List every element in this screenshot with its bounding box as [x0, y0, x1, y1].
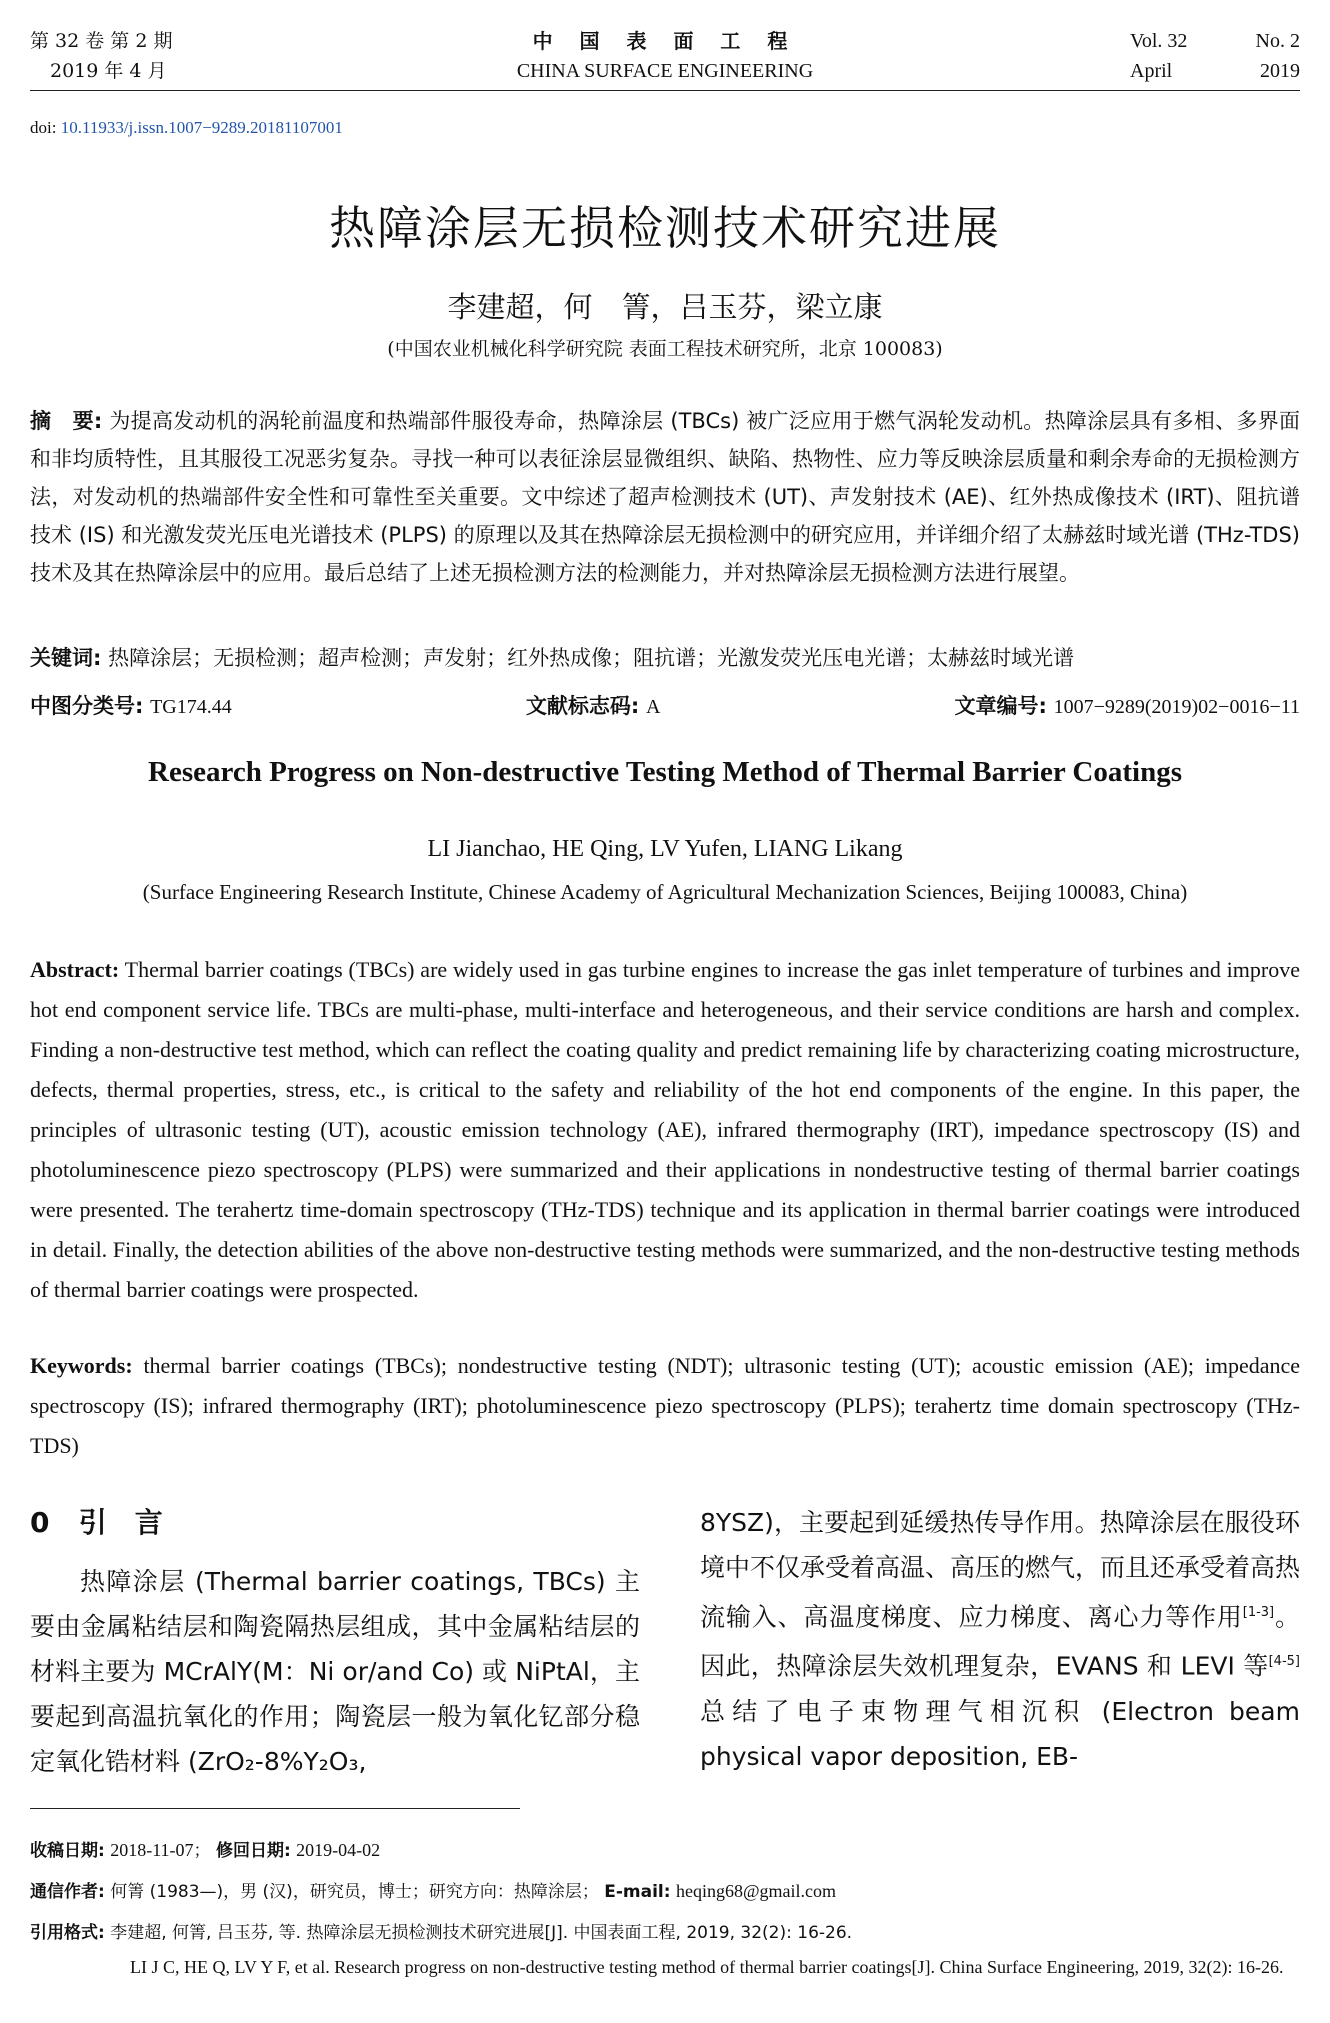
paper-title-en: Research Progress on Non-destructive Testing Method of Thermal Barrier Coatings — [148, 756, 1182, 788]
journal-name-cn: 中 国 表 面 工 程 — [532, 29, 798, 53]
abstract-cn-text: 为提高发动机的涡轮前温度和热端部件服役寿命，热障涂层 (TBCs) 被广泛应用于燃气涡轮发动机。热障涂层具有多相、多界面和非均质特性，且其服役工况恶劣复杂。寻找一种可以表征涂层显微组织、缺陷、热物性、应力等反映涂层质量和剩余寿命的无损检测方法，对发动机的热端部件安全性和可靠性至关重要。文中综述了超声检测技术 (UT)、声发射技术 (AE)、红外热成像技术 (IRT)、阻抗谱技术 (IS) 和光激发荧光压电光谱技术 (PLPS) 的原理以及其在热障涂层无损检测中的研究应用，并详细介绍了太赫兹时域光谱 (THz-TDS) 技术及其在热障涂层中的应用。最后总结了上述无损检测方法的检测能力，并对热障涂层无损检测方法进行展望。 — [30, 409, 1301, 585]
abstract-en-text: Thermal barrier coatings (TBCs) are widely used in gas turbine engines to increase the gas inlet temperature of turbines and improve hot end component service life. TBCs are multi-phase, multi-interface and heterogeneous, and their service conditions are harsh and complex. Finding a non-destructive test method, which can reflect the coating quality and predict remaining life by characterizing coating microstructure, defects, thermal properties, stress, etc., is critical to the safety and reliability of the hot end components of the engine. In this paper, the principles of ultrasonic testing (UT), acoustic emission technology (AE), infrared thermography (IRT), impedance spectroscopy (IS) and photoluminescence piezo spectroscopy (PLPS) were summarized and their applications in nondestructive testing of thermal barrier coatings were presented. The terahertz time-domain spectroscopy (THz-TDS) technique and its application in thermal barrier coatings were introduced in detail. Finally, the detection abilities of the above non-destructive testing methods were summarized, and the non-destructive testing methods of thermal barrier coatings were prospected. — [30, 957, 1301, 1302]
doi-label: doi: — [30, 118, 57, 137]
clc-number — [30, 690, 232, 720]
body-paragraph-left: 热障涂层 (Thermal barrier coatings, TBCs) 主要由金属粘结层和陶瓷隔热层组成，其中金属粘结层的材料主要为 MCrAlY(M：Ni or/and Co) 或 NiPtAl，主要起到高温抗氧化的作用；陶瓷层一般为氧化钇部分稳定氧化锆材料 (ZrO₂-8%Y₂O₃, — [30, 1567, 640, 1776]
volume-en: Vol. 32 — [1130, 30, 1188, 52]
doi-line — [30, 118, 343, 138]
citation-ref-2[interactable]: [4-5] — [1268, 1654, 1300, 1670]
footnote-divider — [30, 1808, 520, 1809]
month-en: April — [1130, 60, 1173, 82]
keywords-en-label: Keywords: — [30, 1353, 133, 1378]
affiliation-cn: (中国农业机械化科学研究院 表面工程技术研究所，北京 100083) — [387, 338, 943, 360]
keywords-cn-text: 热障涂层；无损检测；超声检测；声发射；红外热成像；阻抗谱；光激发荧光压电光谱；太赫兹时域光谱 — [108, 646, 1075, 670]
authors-en: LI Jianchao, HE Qing, LV Yufen, LIANG Likang — [427, 836, 903, 862]
running-header — [30, 26, 1300, 91]
doccode-value: A — [645, 696, 661, 718]
abstract-en-label: Abstract: — [30, 957, 120, 982]
abstract-cn-label: 摘 要: — [30, 409, 103, 433]
abstract-cn — [30, 402, 1300, 592]
article-value: 1007−9289(2019)02−0016−11 — [1053, 696, 1300, 718]
revised-value: 2019-04-02 — [296, 1840, 381, 1860]
section-number: 0 — [30, 1506, 50, 1539]
section-heading — [30, 1500, 640, 1545]
keywords-cn — [30, 642, 1300, 672]
paper-title-cn: 热障涂层无损检测技术研究进展 — [329, 201, 1001, 255]
footnote-dates: 收稿日期: 2018-11-07； 修回日期: 2019-04-02 — [30, 1840, 381, 1861]
body-column-left — [30, 1500, 640, 1784]
keywords-en — [30, 1346, 1300, 1466]
corresponding-label: 通信作者: — [30, 1882, 105, 1902]
journal-name-en: CHINA SURFACE ENGINEERING — [516, 60, 814, 82]
article-label: 文章编号: — [954, 694, 1047, 718]
email-value[interactable]: heqing68@gmail.com — [675, 1881, 837, 1901]
body-text-right-3: 总结了电子束物理气相沉积 (Electron beam physical vapor deposition, EB- — [700, 1696, 1300, 1771]
footnote-corresponding — [30, 1877, 1300, 1902]
citation-cn: 李建超, 何箐, 吕玉芬, 等. 热障涂层无损检测技术研究进展[J]. 中国表面工程, 2019, 32(2): 16-26. — [110, 1923, 853, 1943]
volume-issue-cn: 第 32 卷 第 2 期 — [30, 30, 173, 52]
citation-label: 引用格式: — [30, 1923, 105, 1943]
keywords-en-text: thermal barrier coatings (TBCs); nondestructive testing (NDT); ultrasonic testing (UT); acoustic emission (AE); impedance spectroscopy (IS); infrared thermography (IRT); photoluminescence piezo spectroscopy (PLPS); terahertz time domain spectroscopy (THz-TDS) — [30, 1353, 1301, 1458]
clc-value: TG174.44 — [150, 696, 232, 718]
section-title: 引 言 — [78, 1506, 163, 1539]
header-right — [1130, 26, 1300, 86]
citation-en: LI J C, HE Q, LV Y F, et al. Research progress on non-destructive testing method of thermal barrier coatings[J]. China Surface Engineering, 2019, 32(2): 16-26. — [130, 1957, 1284, 1977]
body-column-right — [700, 1500, 1300, 1779]
classification-row — [30, 690, 1300, 720]
email-label: E-mail: — [604, 1882, 671, 1902]
received-value: 2018-11-07 — [110, 1840, 194, 1860]
citation-ref-1[interactable]: [1-3] — [1242, 1605, 1275, 1620]
keywords-cn-label: 关键词: — [30, 646, 102, 670]
doccode-label: 文献标志码: — [525, 694, 640, 718]
abstract-en — [30, 950, 1300, 1310]
doi-link[interactable]: 10.11933/j.issn.1007−9289.20181107001 — [60, 118, 343, 137]
affiliation-en: (Surface Engineering Research Institute, Chinese Academy of Agricultural Mechanization Sciences, Beijing 100083, China) — [142, 880, 1188, 904]
revised-label: 修回日期: — [215, 1841, 291, 1861]
corresponding-value: 何箐 (1983—)，男 (汉)，研究员，博士；研究方向：热障涂层； — [110, 1882, 599, 1902]
clc-label: 中图分类号: — [30, 694, 144, 718]
number-en: No. 2 — [1255, 30, 1300, 52]
body-text-right-1: 8YSZ)，主要起到延缓热传导作用。热障涂层在服役环境中不仅承受着高温、高压的燃气，而且还承受着高热流输入、高温度梯度、应力梯度、离心力等作用 — [700, 1508, 1301, 1632]
date-cn: 2019 年 4 月 — [50, 60, 167, 82]
year-en: 2019 — [1260, 60, 1300, 82]
document-code — [526, 690, 661, 720]
received-label: 收稿日期: — [30, 1841, 105, 1861]
footnote-citation — [30, 1916, 1300, 1984]
journal-name — [30, 26, 1300, 86]
body-text-right-2: 。因此，热障涂层失效机理复杂，EVANS 和 LEVI 等 — [700, 1602, 1300, 1681]
article-number — [954, 690, 1300, 720]
authors-cn: 李建超，何 箐，吕玉芬，梁立康 — [447, 290, 883, 324]
